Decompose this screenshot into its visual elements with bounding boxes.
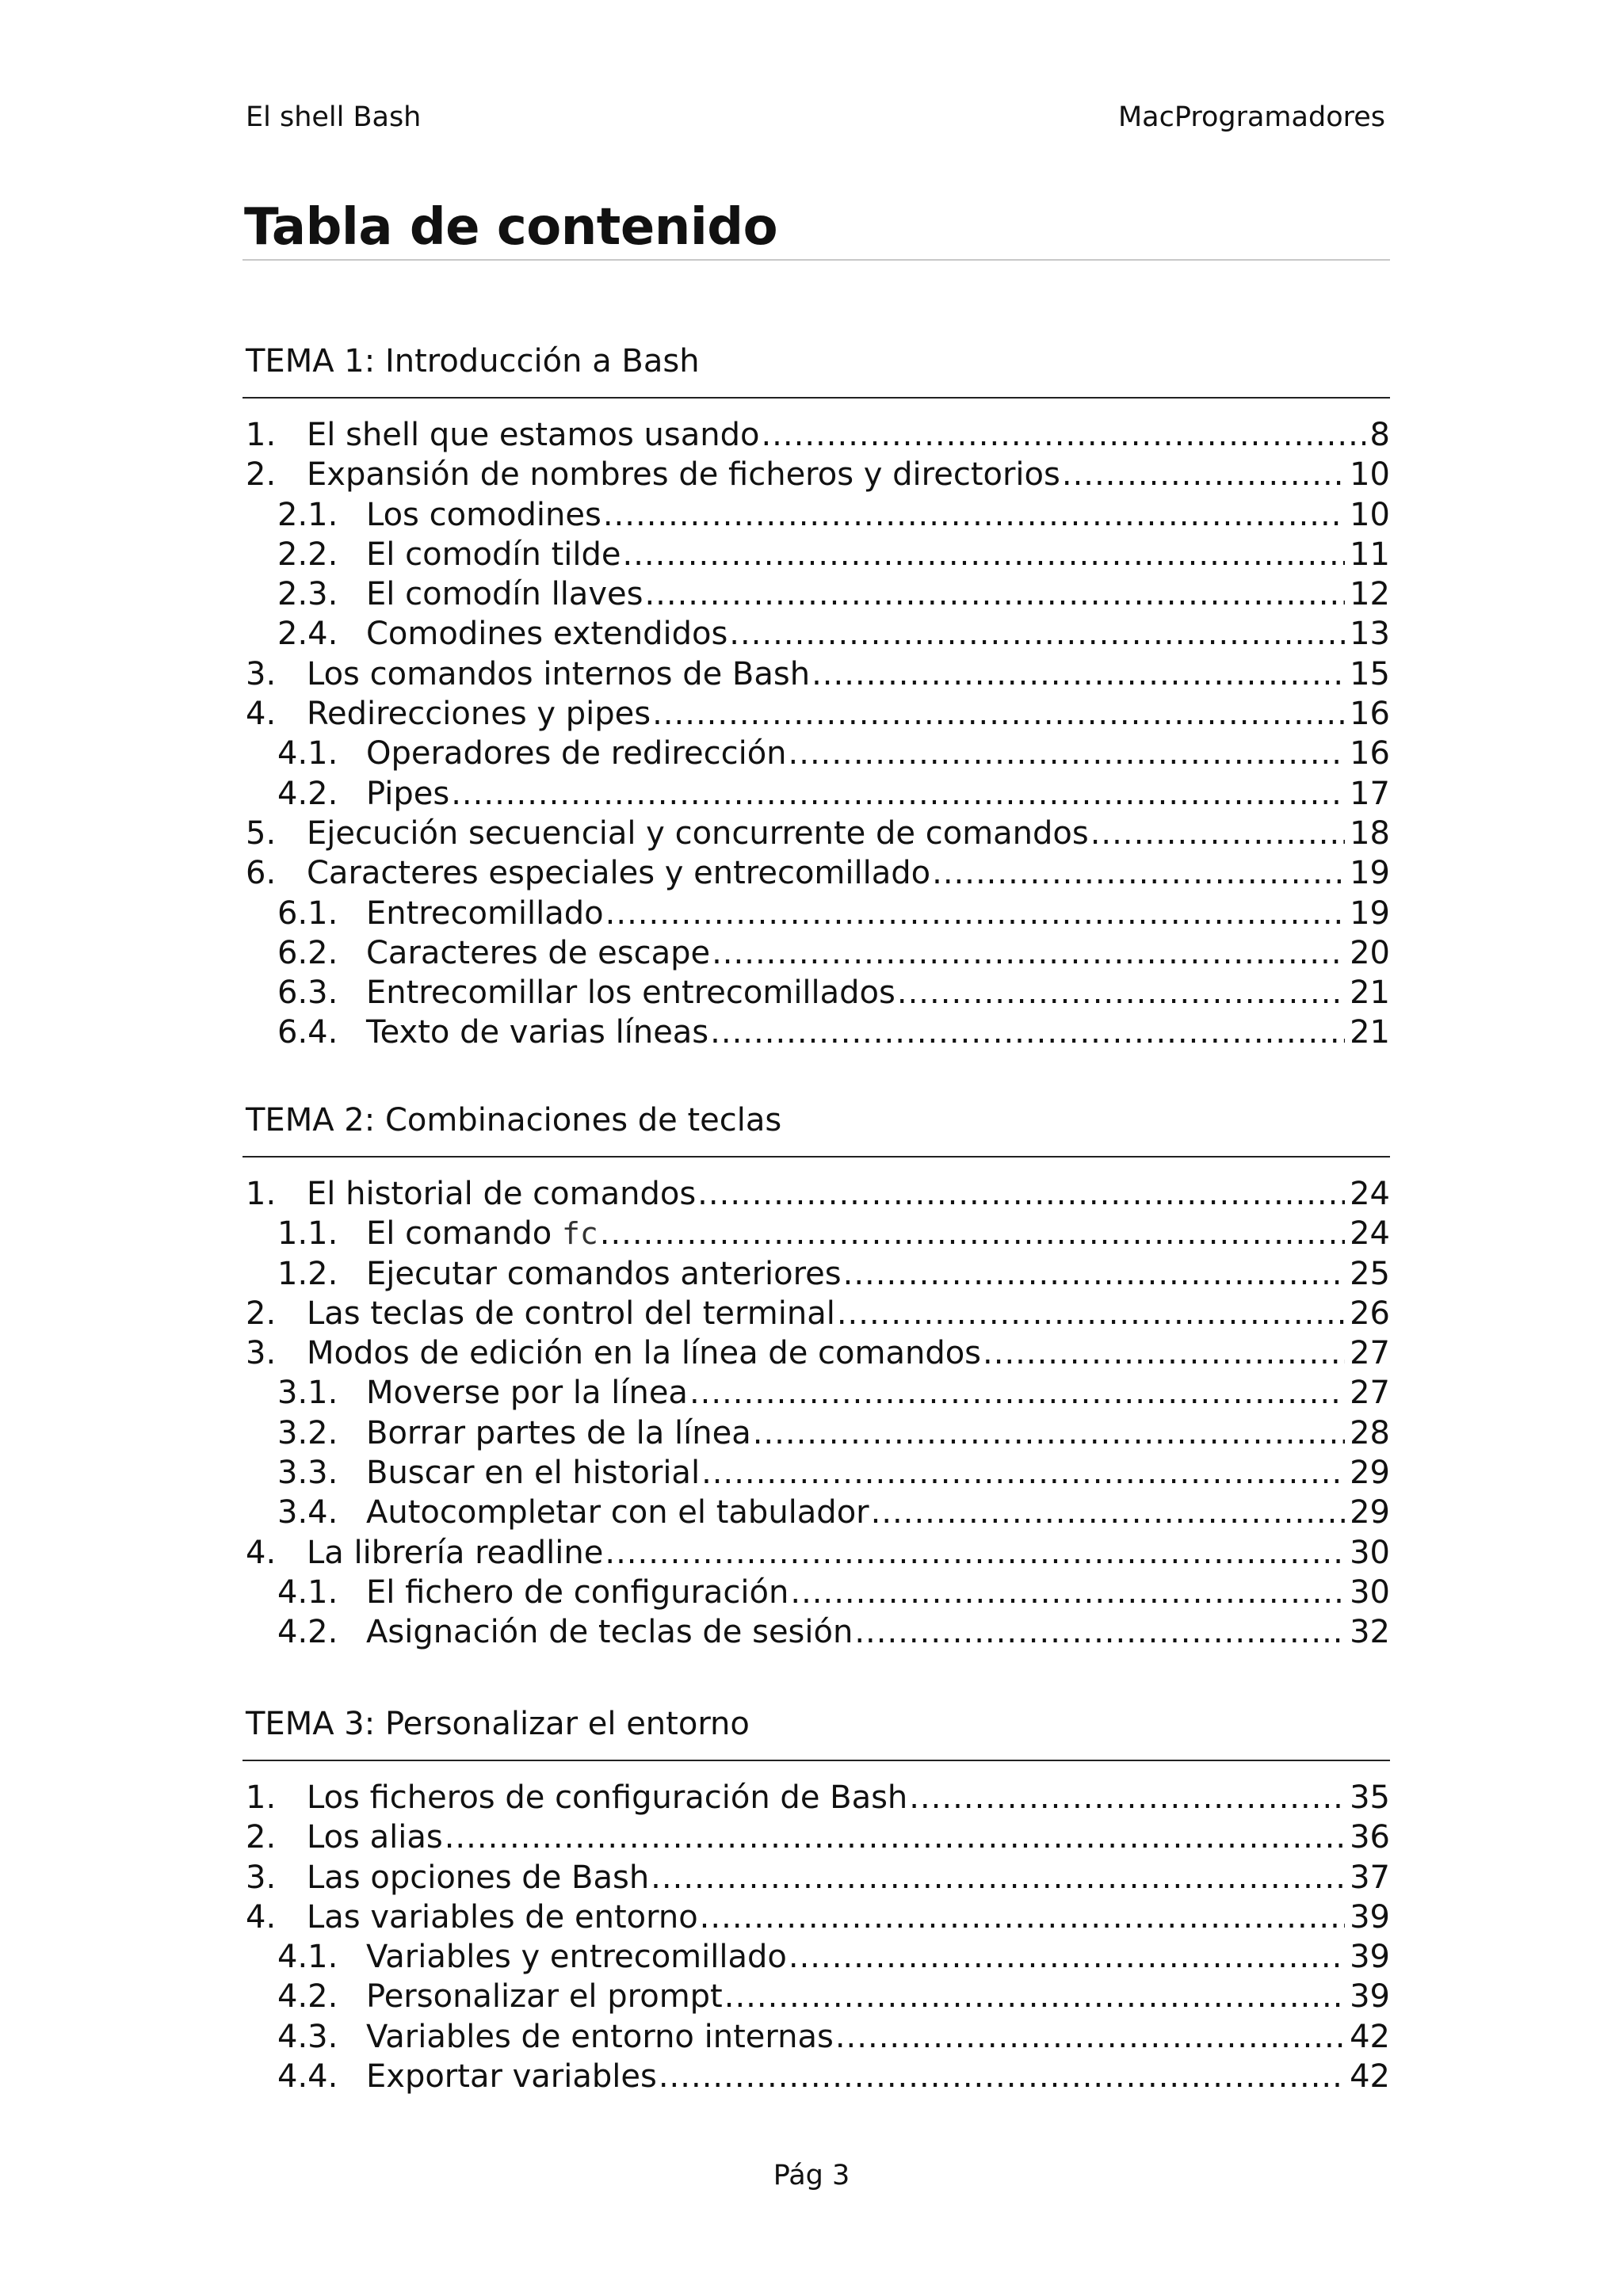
toc-entry-label-text: El comodín tilde [366,536,621,573]
dot-leader [761,415,1365,455]
toc-entry-label-text: Personalizar el prompt [366,1978,723,2016]
dot-leader [835,2017,1345,2057]
toc-entry-page: 8 [1369,417,1390,453]
toc-entry-label [307,694,651,734]
toc-entry[interactable] [246,1013,1390,1052]
dot-leader [789,1937,1345,1977]
toc-entry[interactable] [246,455,1390,494]
toc-entry[interactable] [246,1413,1390,1453]
dot-leader [729,614,1345,654]
dot-leader [812,654,1345,694]
toc-entry-label [366,1612,853,1652]
toc-entry-page: 10 [1350,496,1390,533]
toc-entry-number: 1.2. [277,1255,338,1292]
toc-entry-page: 19 [1350,855,1390,892]
toc-entry[interactable] [246,535,1390,574]
dot-leader [909,1778,1345,1817]
toc-entry-number: 2.1. [277,496,338,533]
toc-entry-page: 28 [1350,1414,1390,1451]
toc-entry-page: 17 [1350,775,1390,812]
toc-entry-number: 1. [246,1176,277,1212]
section-rule [242,1760,1390,1761]
dot-leader [701,1453,1345,1493]
page-title: Tabla de contenido [244,198,778,257]
section-title: TEMA 3: Personalizar el entorno [246,1706,750,1742]
toc-entry-label-text: Borrar partes de la línea [366,1414,751,1451]
toc-entry-label [307,853,930,893]
toc-entry-label-text: Las variables de entorno [307,1898,698,1936]
dot-leader [837,1294,1345,1333]
dot-leader [983,1333,1345,1373]
toc-entry-label [307,1778,907,1817]
toc-entry-label [366,1413,751,1453]
toc-entry-list [246,1778,1390,2096]
toc-entry-label [307,814,1089,853]
toc-entry-number: 3. [246,1335,277,1372]
toc-entry-page: 39 [1350,1978,1390,2016]
toc-section [246,1100,1390,1651]
toc-entry-page: 21 [1350,974,1390,1012]
toc-entry[interactable] [246,774,1390,814]
toc-entry-label [366,1214,598,1253]
toc-entry-label-text: Comodines extendidos [366,616,728,653]
toc-entry-label-text: Expansión de nombres de ficheros y directorios [307,456,1060,494]
dot-leader [1062,455,1345,494]
toc-entry[interactable] [246,734,1390,773]
toc-entry-label-text: Exportar variables [366,2058,657,2096]
toc-entry-number: 4.4. [277,2058,338,2096]
toc-entry-page: 20 [1350,934,1390,971]
toc-entry[interactable] [246,1453,1390,1493]
dot-leader [753,1413,1345,1453]
toc-entry-label-text: Variables y entrecomillado [366,1939,787,1976]
toc-entry[interactable] [246,853,1390,893]
toc-entry-label-text: La librería readline [307,1534,604,1571]
toc-entry-number: 4.1. [277,1573,338,1611]
toc-entry[interactable] [246,973,1390,1013]
toc-entry-number: 5. [246,814,277,852]
dot-leader [1090,814,1345,853]
toc-entry-label [307,1858,649,1897]
toc-entry[interactable] [246,1817,1390,1857]
toc-entry-label [307,1294,835,1333]
toc-entry-label-text: Los ficheros de configuración de Bash [307,1779,908,1816]
toc-entry-label-text: Los comandos internos de Bash [307,655,811,692]
toc-entry-label-text: El shell que estamos usando [307,417,760,453]
toc-entry[interactable] [246,1897,1390,1937]
toc-entry-label-text: Autocompletar con el tabulador [366,1494,869,1531]
dot-leader [897,973,1345,1013]
toc-entry-page: 21 [1350,1014,1390,1051]
toc-entry-number: 4.2. [277,1614,338,1651]
dot-leader [451,774,1345,814]
toc-entry-number: 4. [246,1534,277,1571]
toc-entry-label-text: Operadores de redirección [366,735,787,772]
dot-leader [644,574,1345,614]
toc-entry-label-text: Las opciones de Bash [307,1859,650,1896]
toc-entry[interactable] [246,1214,1390,1253]
dot-leader [932,853,1345,893]
toc-entry-label [307,1174,696,1214]
dot-leader [724,1977,1345,2016]
toc-entry-label [307,1533,603,1573]
toc-entry-label-text: Asignación de teclas de sesión [366,1614,854,1651]
toc-entry-label-text: Buscar en el historial [366,1455,701,1492]
dot-leader [854,1612,1345,1652]
toc-entry[interactable] [246,1174,1390,1214]
toc-entry-label [366,734,787,773]
toc-entry-page: 26 [1350,1295,1390,1332]
toc-entry-label-text: Entrecomillado [366,894,604,932]
toc-entry-label [307,654,810,694]
toc-entry-page: 30 [1350,1573,1390,1611]
dot-leader [605,1533,1345,1573]
toc-entry-number: 1.1. [277,1215,338,1253]
dot-leader [697,1174,1345,1214]
title-rule [242,259,1390,261]
toc-entry-label-text: Caracteres de escape [366,934,711,971]
toc-entry-page: 35 [1350,1779,1390,1816]
toc-entry-page: 42 [1350,2018,1390,2055]
toc-entry-number: 6.1. [277,894,338,932]
toc-entry-label [366,1573,789,1612]
toc-entry[interactable] [246,1493,1390,1532]
toc-entry-label [366,614,727,654]
toc-entry-number: 2. [246,456,277,494]
dot-leader [605,894,1345,933]
toc-entry-page: 12 [1350,576,1390,613]
toc-entry-label [366,1013,708,1052]
dot-leader [843,1254,1345,1294]
toc-entry-label-text: Caracteres especiales y entrecomillado [307,855,931,892]
toc-entry-list [246,1174,1390,1653]
dot-leader [652,694,1345,734]
toc-entry-number: 2. [246,1295,277,1332]
dot-leader [689,1373,1345,1413]
toc-entry-page: 27 [1350,1335,1390,1372]
toc-entry[interactable] [246,1333,1390,1373]
toc-entry[interactable] [246,894,1390,933]
dot-leader [871,1493,1345,1532]
toc-entry-label-text: El comodín llaves [366,576,643,613]
toc-entry[interactable] [246,1612,1390,1652]
toc-entry-page: 36 [1350,1819,1390,1856]
toc-entry-label [307,1333,981,1373]
toc-entry-number: 6.2. [277,934,338,971]
toc-entry-number: 1. [246,417,277,453]
toc-entry[interactable] [246,1254,1390,1294]
toc-entry-label-text: Ejecución secuencial y concurrente de comandos [307,814,1089,852]
toc-entry-page: 39 [1350,1939,1390,1976]
toc-entry-page: 13 [1350,616,1390,653]
toc-entry[interactable] [246,933,1390,973]
toc-entry-page: 24 [1350,1215,1390,1253]
section-rule [242,397,1390,399]
toc-entry-list [246,415,1390,1053]
toc-entry-number: 2.3. [277,576,338,613]
toc-entry-label-text: Texto de varias líneas [366,1014,709,1051]
toc-entry-label [366,1493,869,1532]
toc-entry[interactable] [246,1858,1390,1897]
toc-entry[interactable] [246,1977,1390,2016]
toc-entry-label [366,495,601,535]
dot-leader [622,535,1345,574]
toc-entry[interactable] [246,1373,1390,1413]
toc-entry[interactable] [246,574,1390,614]
section-title: TEMA 1: Introducción a Bash [246,343,700,379]
toc-entry-label-text: Pipes [366,775,450,812]
toc-entry[interactable] [246,2057,1390,2096]
toc-entry-page: 42 [1350,2058,1390,2096]
toc-entry-page: 24 [1350,1176,1390,1212]
toc-entry[interactable] [246,1573,1390,1612]
toc-entry-page: 25 [1350,1255,1390,1292]
toc-entry-number: 2.4. [277,616,338,653]
toc-entry[interactable] [246,1937,1390,1977]
toc-entry-page: 11 [1350,536,1390,573]
dot-leader [445,1817,1345,1857]
toc-entry-label [366,894,604,933]
toc-entry-label [307,1897,698,1937]
toc-entry-page: 29 [1350,1494,1390,1531]
toc-entry-code: fc [561,1216,598,1252]
toc-entry-number: 1. [246,1779,277,1816]
toc-entry-label [366,1254,842,1294]
toc-entry-number: 3.4. [277,1494,338,1531]
toc-entry[interactable] [246,614,1390,654]
section-title: TEMA 2: Combinaciones de teclas [246,1102,782,1138]
toc-entry-number: 4. [246,696,277,733]
toc-entry-page: 16 [1350,696,1390,733]
toc-entry-number: 2.2. [277,536,338,573]
toc-entry-page: 30 [1350,1534,1390,1571]
toc-entry[interactable] [246,1533,1390,1573]
toc-entry-label [307,415,759,455]
toc-entry-label-text: Las teclas de control del terminal [307,1295,835,1332]
toc-entry-label-text: Variables de entorno internas [366,2018,834,2055]
dot-leader [659,2057,1345,2096]
section-rule [242,1156,1390,1158]
toc-entry-number: 4.2. [277,775,338,812]
toc-entry-number: 4.1. [277,735,338,772]
toc-entry-label [366,1373,688,1413]
toc-entry[interactable] [246,654,1390,694]
page-footer: Pág 3 [773,2160,850,2191]
toc-entry-number: 6.3. [277,974,338,1012]
toc-entry-page: 29 [1350,1455,1390,1492]
toc-entry-page: 18 [1350,814,1390,852]
toc-entry-label [366,1977,723,2016]
toc-entry[interactable] [246,694,1390,734]
toc-entry-label [366,574,643,614]
toc-entry-page: 10 [1350,456,1390,494]
toc-entry-number: 3. [246,655,277,692]
toc-entry-number: 3. [246,1859,277,1896]
dot-leader [790,1573,1345,1612]
toc-entry-label-text: El historial de comandos [307,1176,697,1212]
toc-entry-page: 16 [1350,735,1390,772]
dot-leader [700,1897,1345,1937]
toc-entry-page: 37 [1350,1859,1390,1896]
toc-entry-label-text: Ejecutar comandos anteriores [366,1255,842,1292]
toc-entry-label [307,455,1060,494]
toc-entry-page: 27 [1350,1375,1390,1412]
toc-entry-number: 4.3. [277,2018,338,2055]
toc-entry-page: 19 [1350,894,1390,932]
toc-entry-label [366,1453,700,1493]
toc-entry-label-text: Modos de edición en la línea de comandos [307,1335,982,1372]
toc-entry-number: 4.2. [277,1978,338,2016]
toc-entry-label-text: Moverse por la línea [366,1375,688,1412]
toc-entry[interactable] [246,495,1390,535]
toc-entry-number: 4.1. [277,1939,338,1976]
toc-entry-label [307,1817,443,1857]
dot-leader [600,1214,1345,1253]
header-right: MacProgramadores [1117,101,1385,133]
toc-entry-label-text: Los alias [307,1819,443,1856]
toc-entry-label-text: Los comodines [366,496,601,533]
toc-section [246,1704,1390,2096]
header-left: El shell Bash [246,101,422,133]
toc-entry-label [366,2057,657,2096]
toc-entry[interactable] [246,415,1390,455]
toc-entry-number: 3.1. [277,1375,338,1412]
toc-entry-number: 3.2. [277,1414,338,1451]
toc-entry[interactable] [246,1294,1390,1333]
dot-leader [710,1013,1345,1052]
toc-entry[interactable] [246,2017,1390,2057]
toc-entry-label [366,1937,787,1977]
toc-entry-number: 6. [246,855,277,892]
toc-entry-label [366,2017,834,2057]
toc-entry-number: 6.4. [277,1014,338,1051]
dot-leader [712,933,1345,973]
toc-entry-label-text: Entrecomillar los entrecomillados [366,974,896,1012]
dot-leader [603,495,1345,535]
toc-entry-number: 4. [246,1898,277,1936]
toc-section [246,341,1390,1051]
toc-entry-page: 39 [1350,1898,1390,1936]
toc-entry-number: 2. [246,1819,277,1856]
toc-entry-number: 3.3. [277,1455,338,1492]
toc-entry-label [366,774,449,814]
toc-entry-page: 15 [1350,655,1390,692]
dot-leader [789,734,1346,773]
toc-entry-label [366,973,896,1013]
toc-entry-label-text: Redirecciones y pipes [307,696,651,733]
toc-entry-label-text: El fichero de configuración [366,1573,789,1611]
dot-leader [651,1858,1345,1897]
toc-entry[interactable] [246,814,1390,853]
toc-entry[interactable] [246,1778,1390,1817]
toc-entry-page: 32 [1350,1614,1390,1651]
running-header [246,101,1385,133]
toc-entry-label [366,535,621,574]
toc-entry-label-text: El comando [366,1215,562,1253]
toc-entry-label [366,933,710,973]
